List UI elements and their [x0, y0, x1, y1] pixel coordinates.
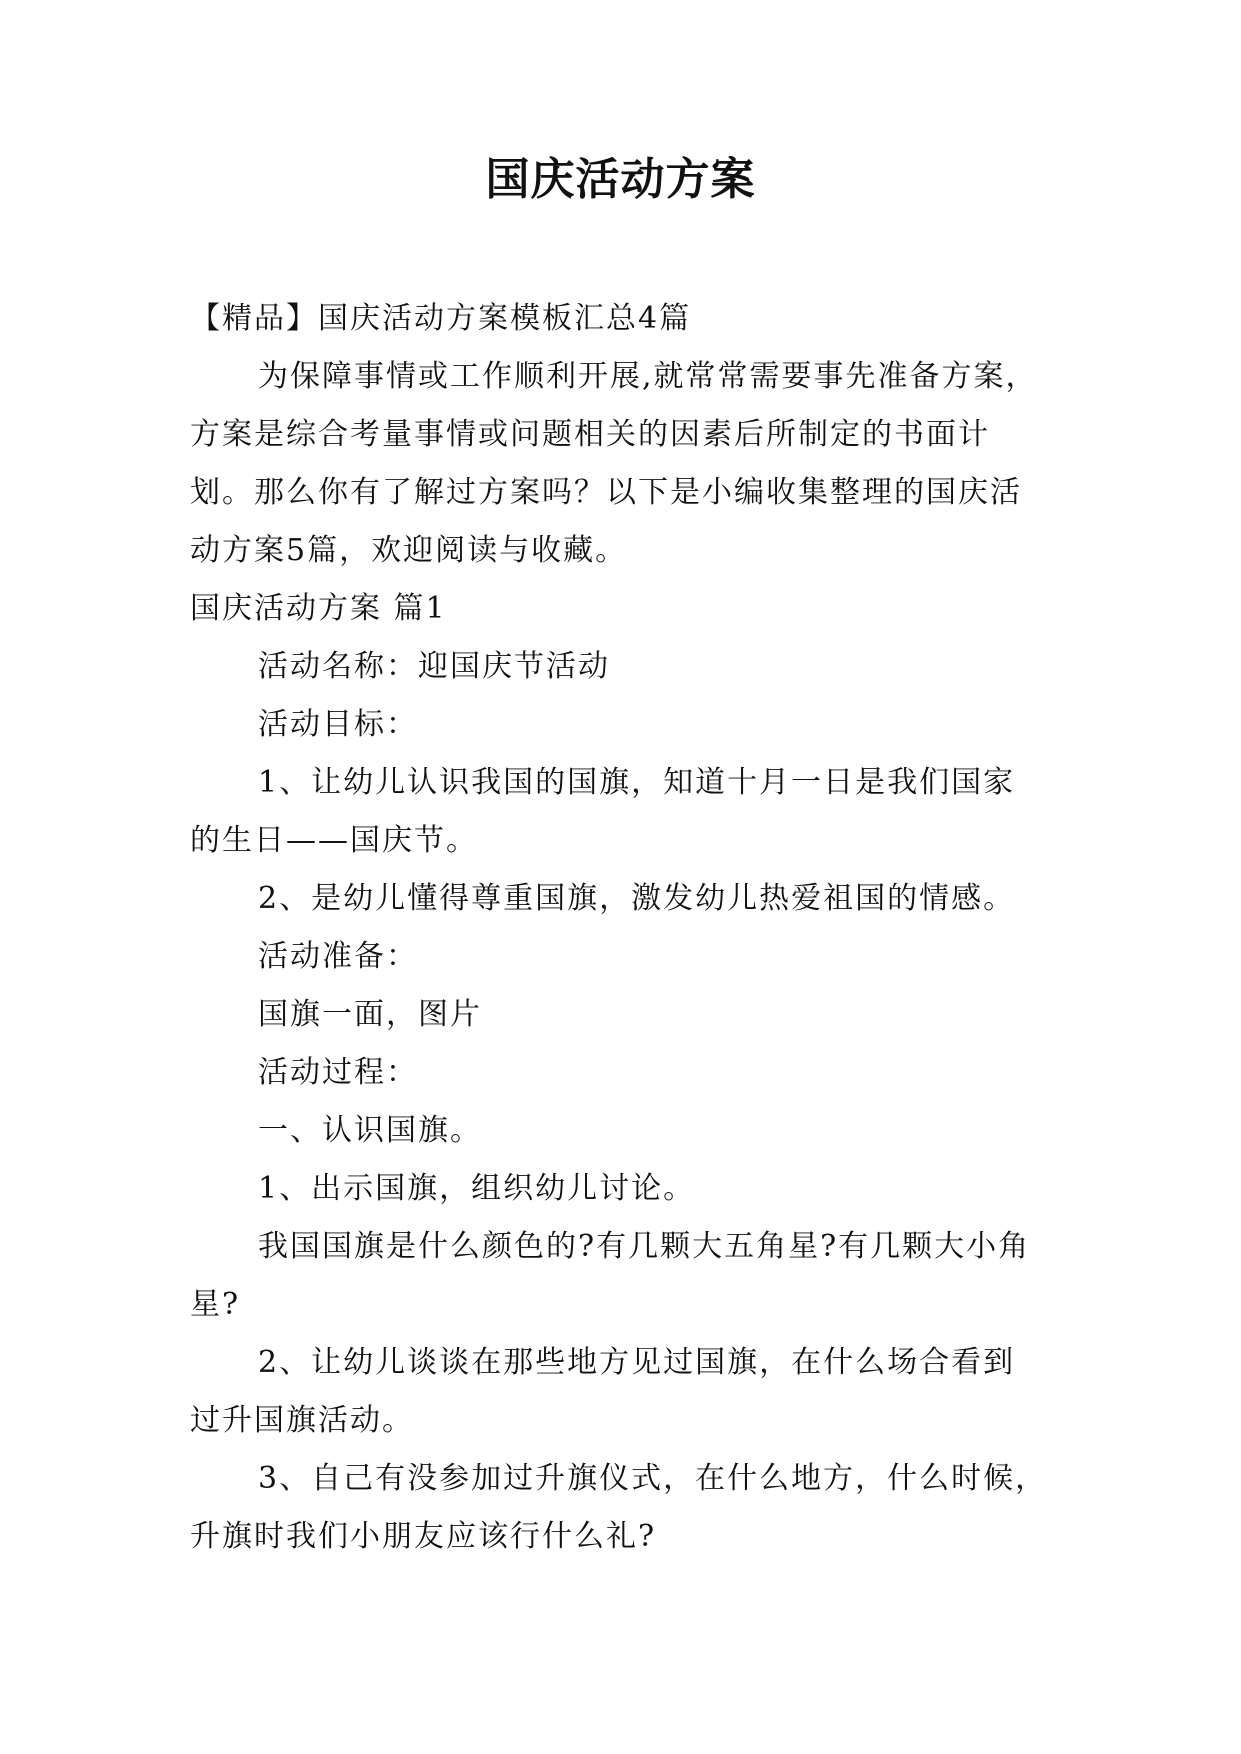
- text-line: 动方案5篇，欢迎阅读与收藏。: [190, 533, 628, 568]
- text-line: 过升国旗活动。: [190, 1403, 414, 1438]
- text-line: 活动名称：迎国庆节活动: [258, 649, 610, 684]
- text-line: 星?: [190, 1287, 241, 1322]
- text-line: 2、让幼儿谈谈在那些地方见过国旗，在什么场合看到: [258, 1345, 1016, 1380]
- text-line: 【精品】国庆活动方案模板汇总4篇: [190, 301, 692, 336]
- text-line: 的生日——国庆节。: [190, 823, 478, 858]
- text-line: 我国国旗是什么颜色的?有几颗大五角星?有几颗大小角: [258, 1229, 1031, 1264]
- text-line: 1、让幼儿认识我国的国旗，知道十月一日是我们国家: [258, 765, 1016, 800]
- text-line: 2、是幼儿懂得尊重国旗，激发幼儿热爱祖国的情感。: [258, 881, 1016, 916]
- text-line: 国旗一面，图片: [258, 997, 482, 1032]
- text-line: 3、自己有没参加过升旗仪式，在什么地方，什么时候，: [258, 1461, 1048, 1496]
- text-line: 升旗时我们小朋友应该行什么礼?: [190, 1519, 657, 1554]
- text-line: 1、出示国旗，组织幼儿讨论。: [258, 1171, 696, 1206]
- document-body: [190, 290, 1060, 1566]
- text-line: 活动过程：: [258, 1055, 418, 1090]
- text-line: 方案是综合考量事情或问题相关的因素后所制定的书面计: [190, 417, 990, 452]
- text-line: 划。那么你有了解过方案吗？以下是小编收集整理的国庆活: [190, 475, 1022, 510]
- text-line: 为保障事情或工作顺利开展,就常常需要事先准备方案，: [258, 359, 1038, 394]
- document-title: 国庆活动方案: [485, 154, 756, 205]
- text-line: 活动目标：: [258, 707, 418, 742]
- text-line: 活动准备：: [258, 939, 418, 974]
- text-line: 一、认识国旗。: [258, 1113, 482, 1148]
- text-line: 国庆活动方案 篇1: [190, 591, 447, 626]
